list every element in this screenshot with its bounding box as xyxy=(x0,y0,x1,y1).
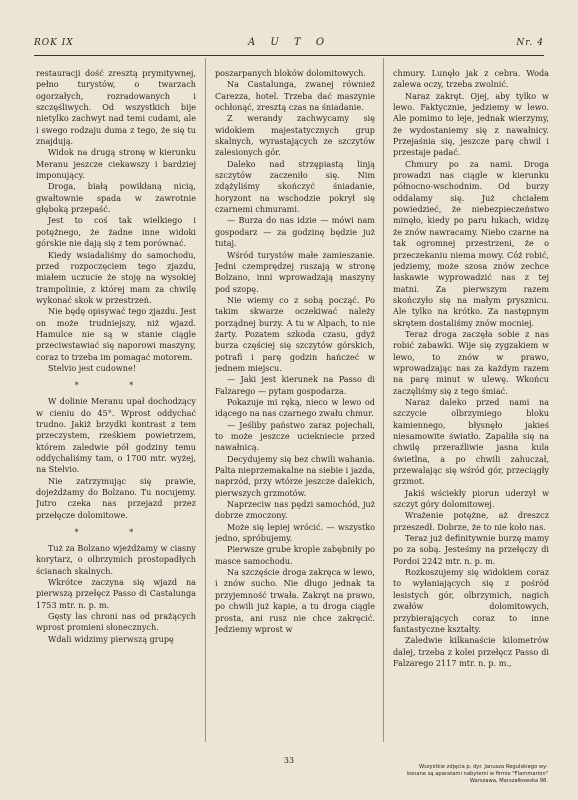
paragraph: Tuż za Bolzano wjeżdżamy w ciasny korytarz, o olbrzymich prostopadłych ścianach skalnych. xyxy=(36,543,196,576)
section-separator: * * xyxy=(74,380,158,391)
paragraph: Może się lepiej wrócić. — wszystko jedno, spróbujemy. xyxy=(215,521,375,544)
paragraph: Decydujemy się bez chwili wahania. Palta nieprzemakalne na siebie i jazda, naprzód, przy wtórze jeszcze dalekich, pierwszych grzmotów. xyxy=(215,453,375,498)
column-divider xyxy=(205,58,206,742)
text-column-1 xyxy=(36,68,196,752)
header-title: A U T O xyxy=(247,37,331,48)
paragraph: Teraz już definitywnie burzę mamy po za sobą. Jesteśmy na przełęczy di Pordoi 2242 mtr. n. p. m. xyxy=(393,533,549,566)
paragraph: Na Castalunga, zwanej również Carezza, hotel. Trzeba dać maszynie ochłonąć, zresztą czas na śniadanie. xyxy=(215,79,375,113)
text-column-3 xyxy=(393,68,549,752)
header-issue: Nr. 4 xyxy=(516,38,544,48)
paragraph: W dolinie Meranu upał dochodzący w cieniu do 45°. Wprost oddychać trudno. Jakiż brzydki kontrast z tem przeczystem, rześkiem powietrzem, którem zaledwie pół godziny temu oddychaliśmy tam, o 1700 mtr. wyżej, na Stelvio. xyxy=(36,396,196,475)
header-year: ROK IX xyxy=(34,38,74,48)
paragraph: — Jaki jest kierunek na Passo di Falzarego — pytam gospodarza. xyxy=(215,374,375,396)
paragraph: Nie zatrzymując się prawie, dojeżdżamy do Bolzano. Tu nocujemy. Jutro czeka nas przejazd przez przełęcze dolomitowe. xyxy=(36,475,196,520)
page-number: 33 xyxy=(283,756,295,765)
paragraph: Wdali widzimy pierwszą grupę xyxy=(48,633,174,644)
paragraph: Jest to coś tak wielkiego i potężnego, że żadne inne widoki górskie nie dają się z tem porównać. xyxy=(36,215,196,249)
paragraph: Daleko nad strzępiastą linją szczytów zaczeniło się. Nim zdążyliśmy skończyć śniadanie, horyzont na wschodzie pokrył się czarnemi chmurami. xyxy=(215,158,375,215)
paragraph: Nie wiemy co z sobą począć. Po takim skwarze oczekiwać należy porządnej burzy. A tu w Alpach, to nie żarty. Pozatem szkoda czasu, gdyż burza częściej się szczytów górskich, potrafi i parę godzin hańczeć w jednem miejscu. xyxy=(215,294,375,373)
paragraph: chmury. Lunęło jak z cebra. Woda zalewa oczy, trzeba zwolnić. xyxy=(393,68,549,90)
paragraph: Zaledwie kilkanaście kilometrów dalej, trzeba z kolei przełęcz Passo di Falzarego 2117 mtr. n. p. m., xyxy=(393,635,549,668)
paragraph: — Jeśliby państwo zaraz pojechali, to może jeszcze uciekniecie przed nawałnicą. xyxy=(215,419,375,453)
footnote-line: Wszystkie zdjęcia p. dyr. Janusza Regulskiego wy- xyxy=(419,764,548,770)
paragraph: Chmury po za nami. Droga prowadzi nas ciągle w kierunku północno-wschodnim. Od burzy oddalamy się. Już chciałem powiedzieć, że niebezpieczeństwo minęło, kiedy po paru łukach, widzę że znów nawracamy. Niebo czarne na tak ogromnej przestrzeni, że o przeczekaniu niema mowy. Cóż robić, jedziemy, może szosa znów zechce łaskawie wyprowadzić nas z tej matni. Za pierwszym razem skończyło się na małym prysznicu. Ale tylko na krótko. Za następnym skrętem dostaliśmy znów mocniej. xyxy=(393,158,549,328)
paragraph: Naprzeciw nas pędzi samochód, już dobrze zmoczony. xyxy=(215,499,375,521)
paragraph: Droga, białą powikłaną nicią, gwałtownie spada w zawrotnie głęboką przepaść. xyxy=(36,181,196,215)
paragraph: Rozkoszujemy się widokiem coraz to wyłaniających się z pośród lesistych gór, olbrzymich, nagich zwałów dolomitowych, przybierających coraz to inne fantastyczne kształty. xyxy=(393,567,549,634)
paragraph: Pokazuje mi ręką, nieco w lewo od idącego na nas czarnego zwału chmur. xyxy=(215,396,375,419)
photo-credit-footnote xyxy=(366,764,548,785)
header-rule xyxy=(34,55,544,56)
paragraph: Gęsty las chroni nas od prażących wprost promieni słonecznych. xyxy=(36,611,196,633)
paragraph: Kiedy wsiadaliśmy do samochodu, przed rozpoczęciem tego zjazdu, miałem uczucie że stoję na wysokiej trampolinie, z której mam za chwilę wykonać skok w przestrzeń. xyxy=(36,249,196,305)
paragraph: restauracji dość zresztą prymitywnej, pełno turystów, o twarzach ogorzałych, rozradowanych i szczęśliwych. Od wszystkich bije nietylko zachwyt nad temi cudami, ale i swego rodzaju duma z tego, że się tu znajdują. xyxy=(36,68,196,147)
paragraph: Pierwsze grube krople zabębniły po masce samochodu. xyxy=(215,544,375,566)
paragraph: Na szczęście droga zakręca w lewo, i znów sucho. Nie długo jednak ta przyjemność trwała. Zakręt na prawo, po chwili już kapie, a tu droga ciągle prosta, ani rusz nie chce zakręcić. Jedziemy wprost w xyxy=(215,567,375,634)
column-divider xyxy=(383,58,384,742)
paragraph: Wkrótce zaczyna się wjazd na pierwszą przełęcz Passo di Castalunga 1753 mtr. n. p. m. xyxy=(36,577,196,610)
paragraph: Jakiś wściekły piorun uderzył w szczyt góry dolomitowej. xyxy=(393,487,549,510)
text-column-2 xyxy=(215,68,375,752)
paragraph: Teraz droga zaczęła sobie z nas robić zabawki. Wije się zygzakiem w lewo, to znów w prawo, wprowadzając nas za każdym razem na parę minut w ulewę. Wkońcu zaczęliśmy się z tego śmiać. xyxy=(393,328,549,396)
paragraph: Nie będę opisywać tego zjazdu. Jest on może trudniejszy, niż wjazd. Hamulce nie są w stanie ciągle przeciwstawiać się naporowi maszyny, coraz to trzeba im pomagać motorem. xyxy=(36,306,196,362)
paragraph: Naraz zakręt. Ojej, aby tylko w lewo. Faktycznie, jedziemy w lewo. Ale pomimo to leje, jednak wierzymy, że wydostaniemy się z nawałnicy. Przejaśnia się, jeszcze parę chwil i przestaje padać. xyxy=(393,90,549,158)
paragraph: Wśród turystów małe zamieszanie. Jedni czemprędzej ruszają w stronę Bolzano, inni wprowadzają maszyny pod szopę. xyxy=(215,249,375,294)
paragraph: Naraz daleko przed nami na szczycie olbrzymiego bloku kamiennego, błysnęło jakieś niesamowite światło. Zapaliła się na chwilę przeraźliwie jasna kula świetlna, a po chwili zahuczał, przewalając się wśród gór, przeciągły grzmot. xyxy=(393,396,549,487)
paragraph: Wrażenie potężne, aż dreszcz przeszedł. Dobrze, że to nie koło nas. xyxy=(393,510,549,532)
running-header xyxy=(34,38,544,52)
footnote-line: Warszawa, Marszałkowska 98. xyxy=(469,778,548,784)
section-separator: * * xyxy=(74,527,158,538)
footnote-line: konane są aparatami nabytemi w firmie "Flammarion" xyxy=(407,771,548,777)
paragraph: Stelvio jest cudowne! xyxy=(48,362,137,373)
paragraph: Widok na drugą stronę w kierunku Meranu jeszcze ciekawszy i bardziej imponujący. xyxy=(36,147,196,181)
paragraph: poszarpanych bloków dolomitowych. xyxy=(215,68,366,78)
paragraph: Z werandy zachwycamy się widokiem majestatycznych grup skalnych, wyrastających ze szczytów zalesionych gór. xyxy=(215,113,375,158)
paragraph: — Burza do nas idzie — mówi nam gospodarz — za godzinę będzie już tutaj. xyxy=(215,215,375,249)
